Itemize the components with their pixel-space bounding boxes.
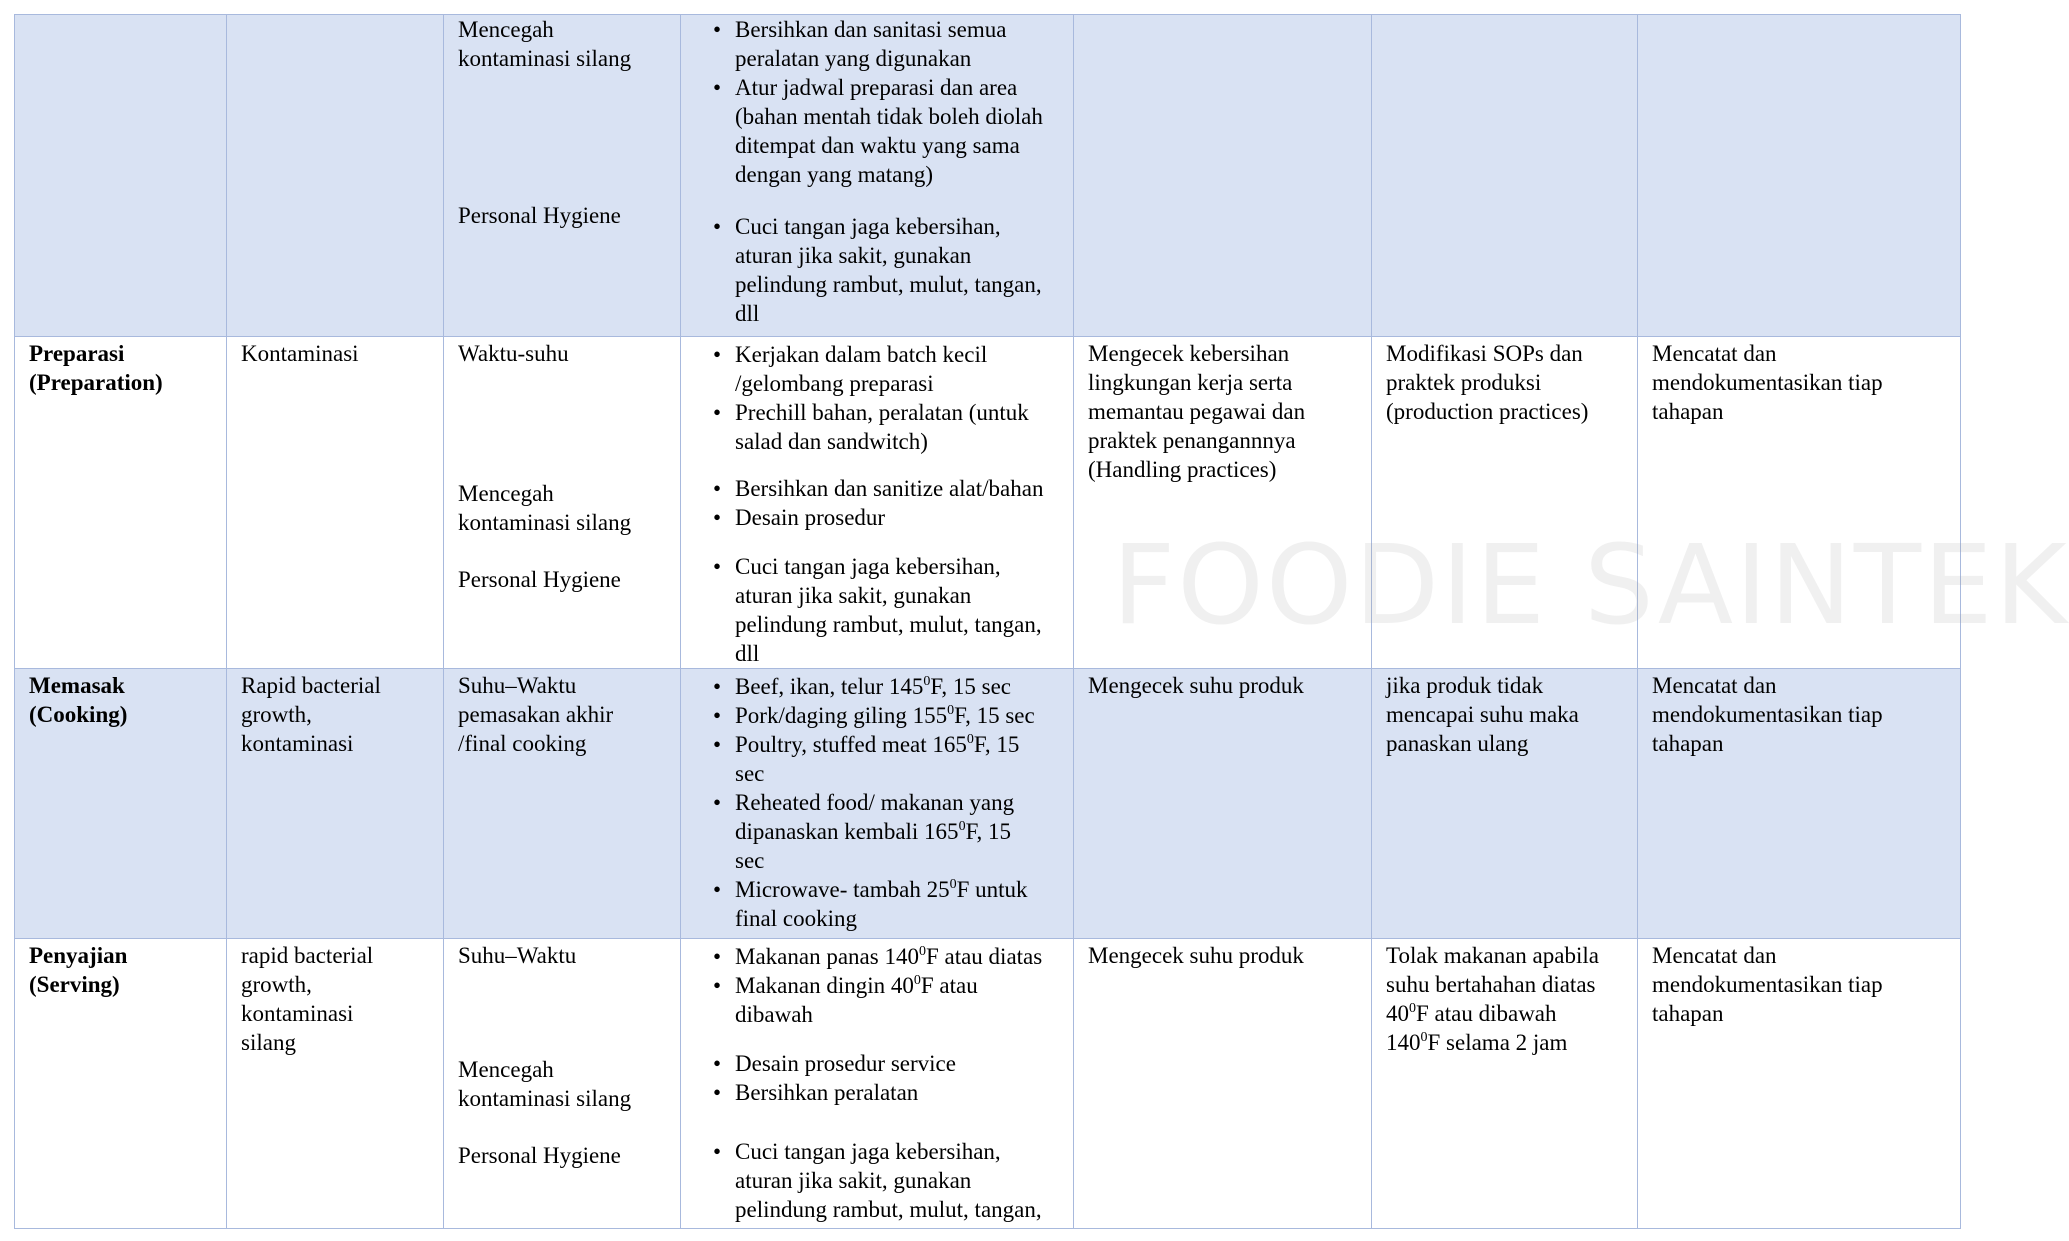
text-line: kontaminasi silang: [458, 46, 632, 71]
text-line: • Bersihkan dan sanitize alat/bahan: [735, 476, 1044, 501]
limits-list: [695, 672, 1059, 933]
text-line: /final cooking: [458, 731, 587, 756]
text-line: pelindung rambut, mulut, tangan,: [735, 612, 1042, 637]
text-line: pemasakan akhir: [458, 702, 614, 727]
haccp-table: [14, 14, 1961, 1229]
bullet-item: [735, 212, 1059, 328]
text-line: jika produk tidak: [1386, 673, 1544, 698]
text-line: aturan jika sakit, gunakan: [735, 1168, 972, 1193]
ccp-label: [458, 201, 666, 230]
text-line: dll: [735, 641, 760, 666]
record-cell: [1638, 939, 1961, 1229]
corrective-action-cell: [1372, 15, 1638, 337]
watermark-text: FOODIE SAINTEK: [1112, 521, 2069, 649]
text-line: • Pork/daging giling $155^0F$, 15 sec: [735, 703, 1035, 728]
text-line: • Makanan panas $140^0F$ atau diatas: [735, 944, 1043, 969]
bullet-item: [735, 73, 1059, 189]
text-line: dengan yang matang): [735, 162, 933, 187]
bullet-item: [735, 1078, 1059, 1107]
text-line: (Preparation): [29, 370, 163, 395]
text-line: • Desain prosedur: [735, 505, 886, 530]
text-line: • Cuci tangan jaga kebersihan,: [735, 554, 1001, 579]
limits-list: [695, 1049, 1059, 1137]
text-line: panaskan ulang: [1386, 731, 1529, 756]
text-line: dibawah: [735, 1002, 813, 1027]
text-line: dll: [735, 301, 760, 326]
ccp-cell: [444, 337, 681, 669]
critical-limits-cell: [681, 669, 1074, 939]
monitoring-cell: [1074, 669, 1372, 939]
text-line: memantau pegawai dan: [1088, 399, 1306, 424]
text-line: Penyajian: [29, 943, 128, 968]
text-line: • Makanan dingin $40^0F$ atau: [735, 973, 978, 998]
limits-list: [695, 942, 1059, 1049]
text-line: • Bersihkan peralatan: [735, 1080, 919, 1105]
text-line: tahapan: [1652, 1001, 1724, 1026]
text-line: aturan jika sakit, gunakan: [735, 243, 972, 268]
bullet-item: [735, 15, 1059, 73]
text-line: mendokumentasikan tiap: [1652, 702, 1883, 727]
text-line: (production practices): [1386, 399, 1589, 424]
stage-cell: [15, 939, 227, 1229]
bullet-item: [735, 971, 1059, 1029]
text-line: Mengecek suhu produk: [1088, 673, 1304, 698]
text-line: • Prechill bahan, peralatan (untuk: [735, 400, 1029, 425]
monitoring-cell: [1074, 337, 1372, 669]
text-line: dipanaskan kembali $165^0F$, 15: [735, 819, 1012, 844]
text-line: • Cuci tangan jaga kebersihan,: [735, 1139, 1001, 1164]
text-line: mendokumentasikan tiap: [1652, 370, 1883, 395]
bullet-item: [735, 788, 1059, 875]
table-row-cooking: [15, 669, 1961, 939]
text-line: Tolak makanan apabila: [1386, 943, 1599, 968]
bullet-item: [735, 875, 1059, 933]
bullet-item: [735, 340, 1059, 398]
text-line: praktek penangannnya: [1088, 428, 1296, 453]
hazard-cell: [227, 15, 444, 337]
text-line: silang: [241, 1030, 296, 1055]
text-line: mencapai suhu maka: [1386, 702, 1579, 727]
text-line: Personal Hygiene: [458, 567, 621, 592]
bullet-item: [735, 474, 1059, 503]
ccp-cell: [444, 669, 681, 939]
limits-list: [695, 552, 1059, 668]
table-row-continued-prep: [15, 15, 1961, 337]
ccp-cell: [444, 15, 681, 337]
text-line: • Beef, ikan, telur $145^0F$, 15 sec: [735, 674, 1011, 699]
text-line: /gelombang preparasi: [735, 371, 934, 396]
limits-list: [695, 212, 1059, 328]
limits-list: [695, 340, 1059, 474]
record-cell: [1638, 15, 1961, 337]
text-line: final cooking: [735, 906, 857, 931]
text-line: sec: [735, 848, 765, 873]
text-line: sec: [735, 761, 765, 786]
text-line: $140^0F$ selama 2 jam: [1386, 1030, 1568, 1055]
ccp-label: [458, 339, 666, 479]
text-line: peralatan yang digunakan: [735, 46, 972, 71]
bullet-item: [735, 503, 1059, 532]
bullet-item: [735, 1137, 1059, 1224]
text-line: Mengecek kebersihan: [1088, 341, 1290, 366]
text-line: lingkungan kerja serta: [1088, 370, 1293, 395]
text-line: growth,: [241, 972, 312, 997]
record-cell: [1638, 337, 1961, 669]
text-line: Mencegah: [458, 17, 554, 42]
text-line: • Reheated food/ makanan yang: [735, 790, 1015, 815]
text-line: • Desain prosedur service: [735, 1051, 956, 1076]
text-line: Mencatat dan: [1652, 341, 1777, 366]
ccp-label: [458, 15, 666, 201]
text-line: Suhu–Waktu: [458, 943, 577, 968]
text-line: aturan jika sakit, gunakan: [735, 583, 972, 608]
corrective-action-cell: [1372, 669, 1638, 939]
text-line: kontaminasi: [241, 1001, 354, 1026]
limits-list: [695, 1137, 1059, 1224]
ccp-cell: [444, 939, 681, 1229]
text-line: kontaminasi silang: [458, 1086, 632, 1111]
text-line: growth,: [241, 702, 312, 727]
ccp-label: [458, 671, 666, 758]
text-line: Waktu-suhu: [458, 341, 569, 366]
text-line: • Kerjakan dalam batch kecil: [735, 342, 988, 367]
record-cell: [1638, 669, 1961, 939]
table-row-preparation: [15, 337, 1961, 669]
text-line: pelindung rambut, mulut, tangan,: [735, 1197, 1042, 1222]
text-line: (Handling practices): [1088, 457, 1277, 482]
stage-cell: [15, 669, 227, 939]
text-line: ditempat dan waktu yang sama: [735, 133, 1020, 158]
text-line: kontaminasi silang: [458, 510, 632, 535]
text-line: kontaminasi: [241, 731, 354, 756]
text-line: Mengecek suhu produk: [1088, 943, 1304, 968]
hazard-cell: [227, 337, 444, 669]
text-line: (Cooking): [29, 702, 128, 727]
bullet-item: [735, 701, 1059, 730]
text-line: • Atur jadwal preparasi dan area: [735, 75, 1018, 100]
stage-cell: [15, 337, 227, 669]
monitoring-cell: [1074, 15, 1372, 337]
text-line: Rapid bacterial: [241, 673, 381, 698]
text-line: Suhu–Waktu: [458, 673, 577, 698]
bullet-item: [735, 730, 1059, 788]
ccp-label: [458, 1141, 666, 1170]
text-line: Memasak: [29, 673, 125, 698]
text-line: salad dan sandwitch): [735, 429, 928, 454]
text-line: tahapan: [1652, 399, 1724, 424]
text-line: praktek produksi: [1386, 370, 1542, 395]
text-line: pelindung rambut, mulut, tangan,: [735, 272, 1042, 297]
text-line: tahapan: [1652, 731, 1724, 756]
text-line: Mencegah: [458, 481, 554, 506]
ccp-label: [458, 565, 666, 594]
bullet-item: [735, 942, 1059, 971]
text-line: Mencegah: [458, 1057, 554, 1082]
hazard-cell: [227, 939, 444, 1229]
text-line: rapid bacterial: [241, 943, 374, 968]
text-line: Personal Hygiene: [458, 1143, 621, 1168]
text-line: mendokumentasikan tiap: [1652, 972, 1883, 997]
ccp-label: [458, 1055, 666, 1141]
critical-limits-cell: [681, 15, 1074, 337]
critical-limits-cell: [681, 939, 1074, 1229]
text-line: • Bersihkan dan sanitasi semua: [735, 17, 1007, 42]
text-line: • Microwave- tambah $25^0F$ untuk: [735, 877, 1028, 902]
text-line: Mencatat dan: [1652, 943, 1777, 968]
text-line: Kontaminasi: [241, 341, 359, 366]
bullet-item: [735, 552, 1059, 668]
table-row-serving: [15, 939, 1961, 1229]
limits-list: [695, 474, 1059, 552]
hazard-cell: [227, 669, 444, 939]
text-line: suhu bertahahan diatas: [1386, 972, 1596, 997]
stage-cell: [15, 15, 227, 337]
monitoring-cell: [1074, 939, 1372, 1229]
text-line: (bahan mentah tidak boleh diolah: [735, 104, 1043, 129]
text-line: Personal Hygiene: [458, 203, 621, 228]
text-line: Mencatat dan: [1652, 673, 1777, 698]
corrective-action-cell: [1372, 939, 1638, 1229]
limits-list: [695, 15, 1059, 212]
text-line: • Poultry, stuffed meat $165^0F$, 15: [735, 732, 1020, 757]
text-line: • Cuci tangan jaga kebersihan,: [735, 214, 1001, 239]
text-line: $40^0F$ atau dibawah: [1386, 1001, 1557, 1026]
corrective-action-cell: [1372, 337, 1638, 669]
bullet-item: [735, 672, 1059, 701]
text-line: Preparasi: [29, 341, 125, 366]
bullet-item: [735, 1049, 1059, 1078]
ccp-label: [458, 941, 666, 1055]
bullet-item: [735, 398, 1059, 456]
critical-limits-cell: [681, 337, 1074, 669]
text-line: Modifikasi SOPs dan: [1386, 341, 1583, 366]
text-line: (Serving): [29, 972, 120, 997]
ccp-label: [458, 479, 666, 565]
